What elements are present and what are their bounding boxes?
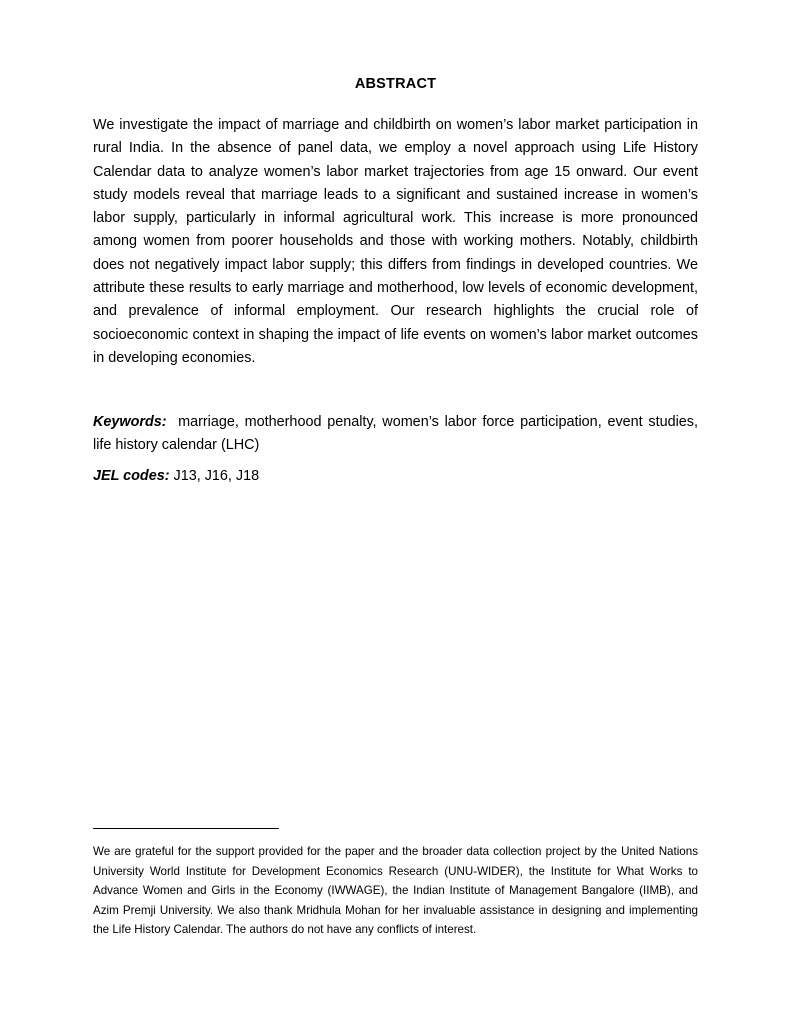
jel-codes-text: J13, J16, J18 (173, 468, 260, 484)
footnote-separator (93, 828, 279, 829)
jel-codes-label: JEL codes: (93, 468, 170, 484)
abstract-body: We investigate the impact of marriage and childbirth on women’s labor market participation in rural India. In the absence of panel data, we employ a novel approach using Life History Calendar data to analyze women’s labor market trajectories from age 15 onward. Our event study models reveal that marriage leads to a significant and sustained increase in women’s labor supply, particularly in informal agricultural work. This increase is more pronounced among women from poorer households and those with working mothers. Notably, childbirth does not negatively impact labor supply; this differs from findings in developed countries. We attribute these results to early marriage and motherhood, low levels of economic development, and prevalence of informal employment. Our research highlights the crucial role of socioeconomic context in shaping the impact of life events on women’s labor market outcomes in developing economies. (93, 117, 698, 366)
footnote: We are grateful for the support provided for the paper and the broader data collection project by the United Nations University World Institute for Development Economics Research (UNU-WIDER), the Institute for What Works to Advance Women and Girls in the Economy (IWWAGE), the Indian Institute of Management Bangalore (IIMB), and Azim Premji University. We also thank Mridhula Mohan for her invaluable assistance in designing and implementing the Life History Calendar. The authors do not have any conflicts of interest. (93, 845, 698, 937)
keywords-paragraph (93, 411, 698, 458)
jel-codes-paragraph (93, 465, 698, 488)
abstract-heading: ABSTRACT (354, 76, 437, 92)
keywords-text: marriage, motherhood penalty, women’s labor force participation, event studies, life history calendar (LHC) (93, 414, 699, 454)
keywords-label: Keywords: (93, 414, 167, 430)
